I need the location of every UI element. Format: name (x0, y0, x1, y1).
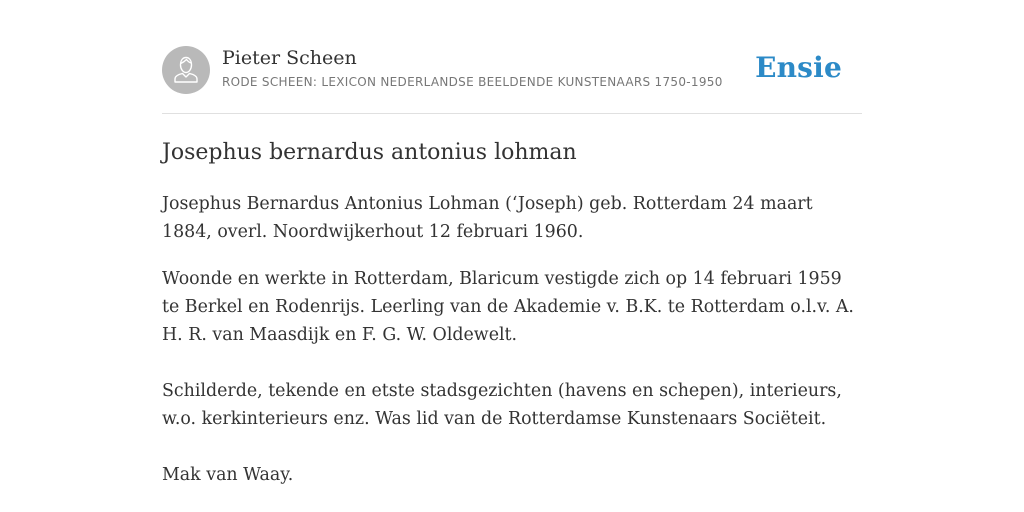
article-body (162, 190, 862, 489)
article-paragraph: Woonde en werkte in Rotterdam, Blaricum vestigde zich op 14 februari 1959 te Berkel en Rodenrijs. Leerling van de Akademie v. B.K. te Rotterdam o.l.v. A. H. R. van Maasdijk en F. G. W. Oldewelt. (162, 269, 854, 345)
article-paragraph: Schilderde, tekende en etste stadsgezichten (havens en schepen), interieurs, w.o. kerkinterieurs enz. Was lid van de Rotterdamse Kunstenaars Sociëteit. (162, 381, 842, 429)
article-paragraph: Josephus Bernardus Antonius Lohman (‘Joseph) geb. Rotterdam 24 maart 1884, overl. Noordwijkerhout 12 februari 1960. (162, 194, 813, 242)
author-name[interactable]: Pieter Scheen (222, 47, 357, 69)
ensie-logo[interactable]: Ensie (755, 51, 842, 84)
header-divider (162, 113, 862, 114)
author-avatar[interactable] (162, 46, 210, 94)
article-paragraph: Mak van Waay. (162, 465, 294, 485)
source-title[interactable]: RODE SCHEEN: LEXICON NEDERLANDSE BEELDENDE KUNSTENAARS 1750-1950 (222, 75, 723, 89)
user-silhouette-icon (162, 46, 210, 94)
article-title: Josephus bernardus antonius lohman (162, 140, 577, 165)
article-header (162, 46, 862, 96)
